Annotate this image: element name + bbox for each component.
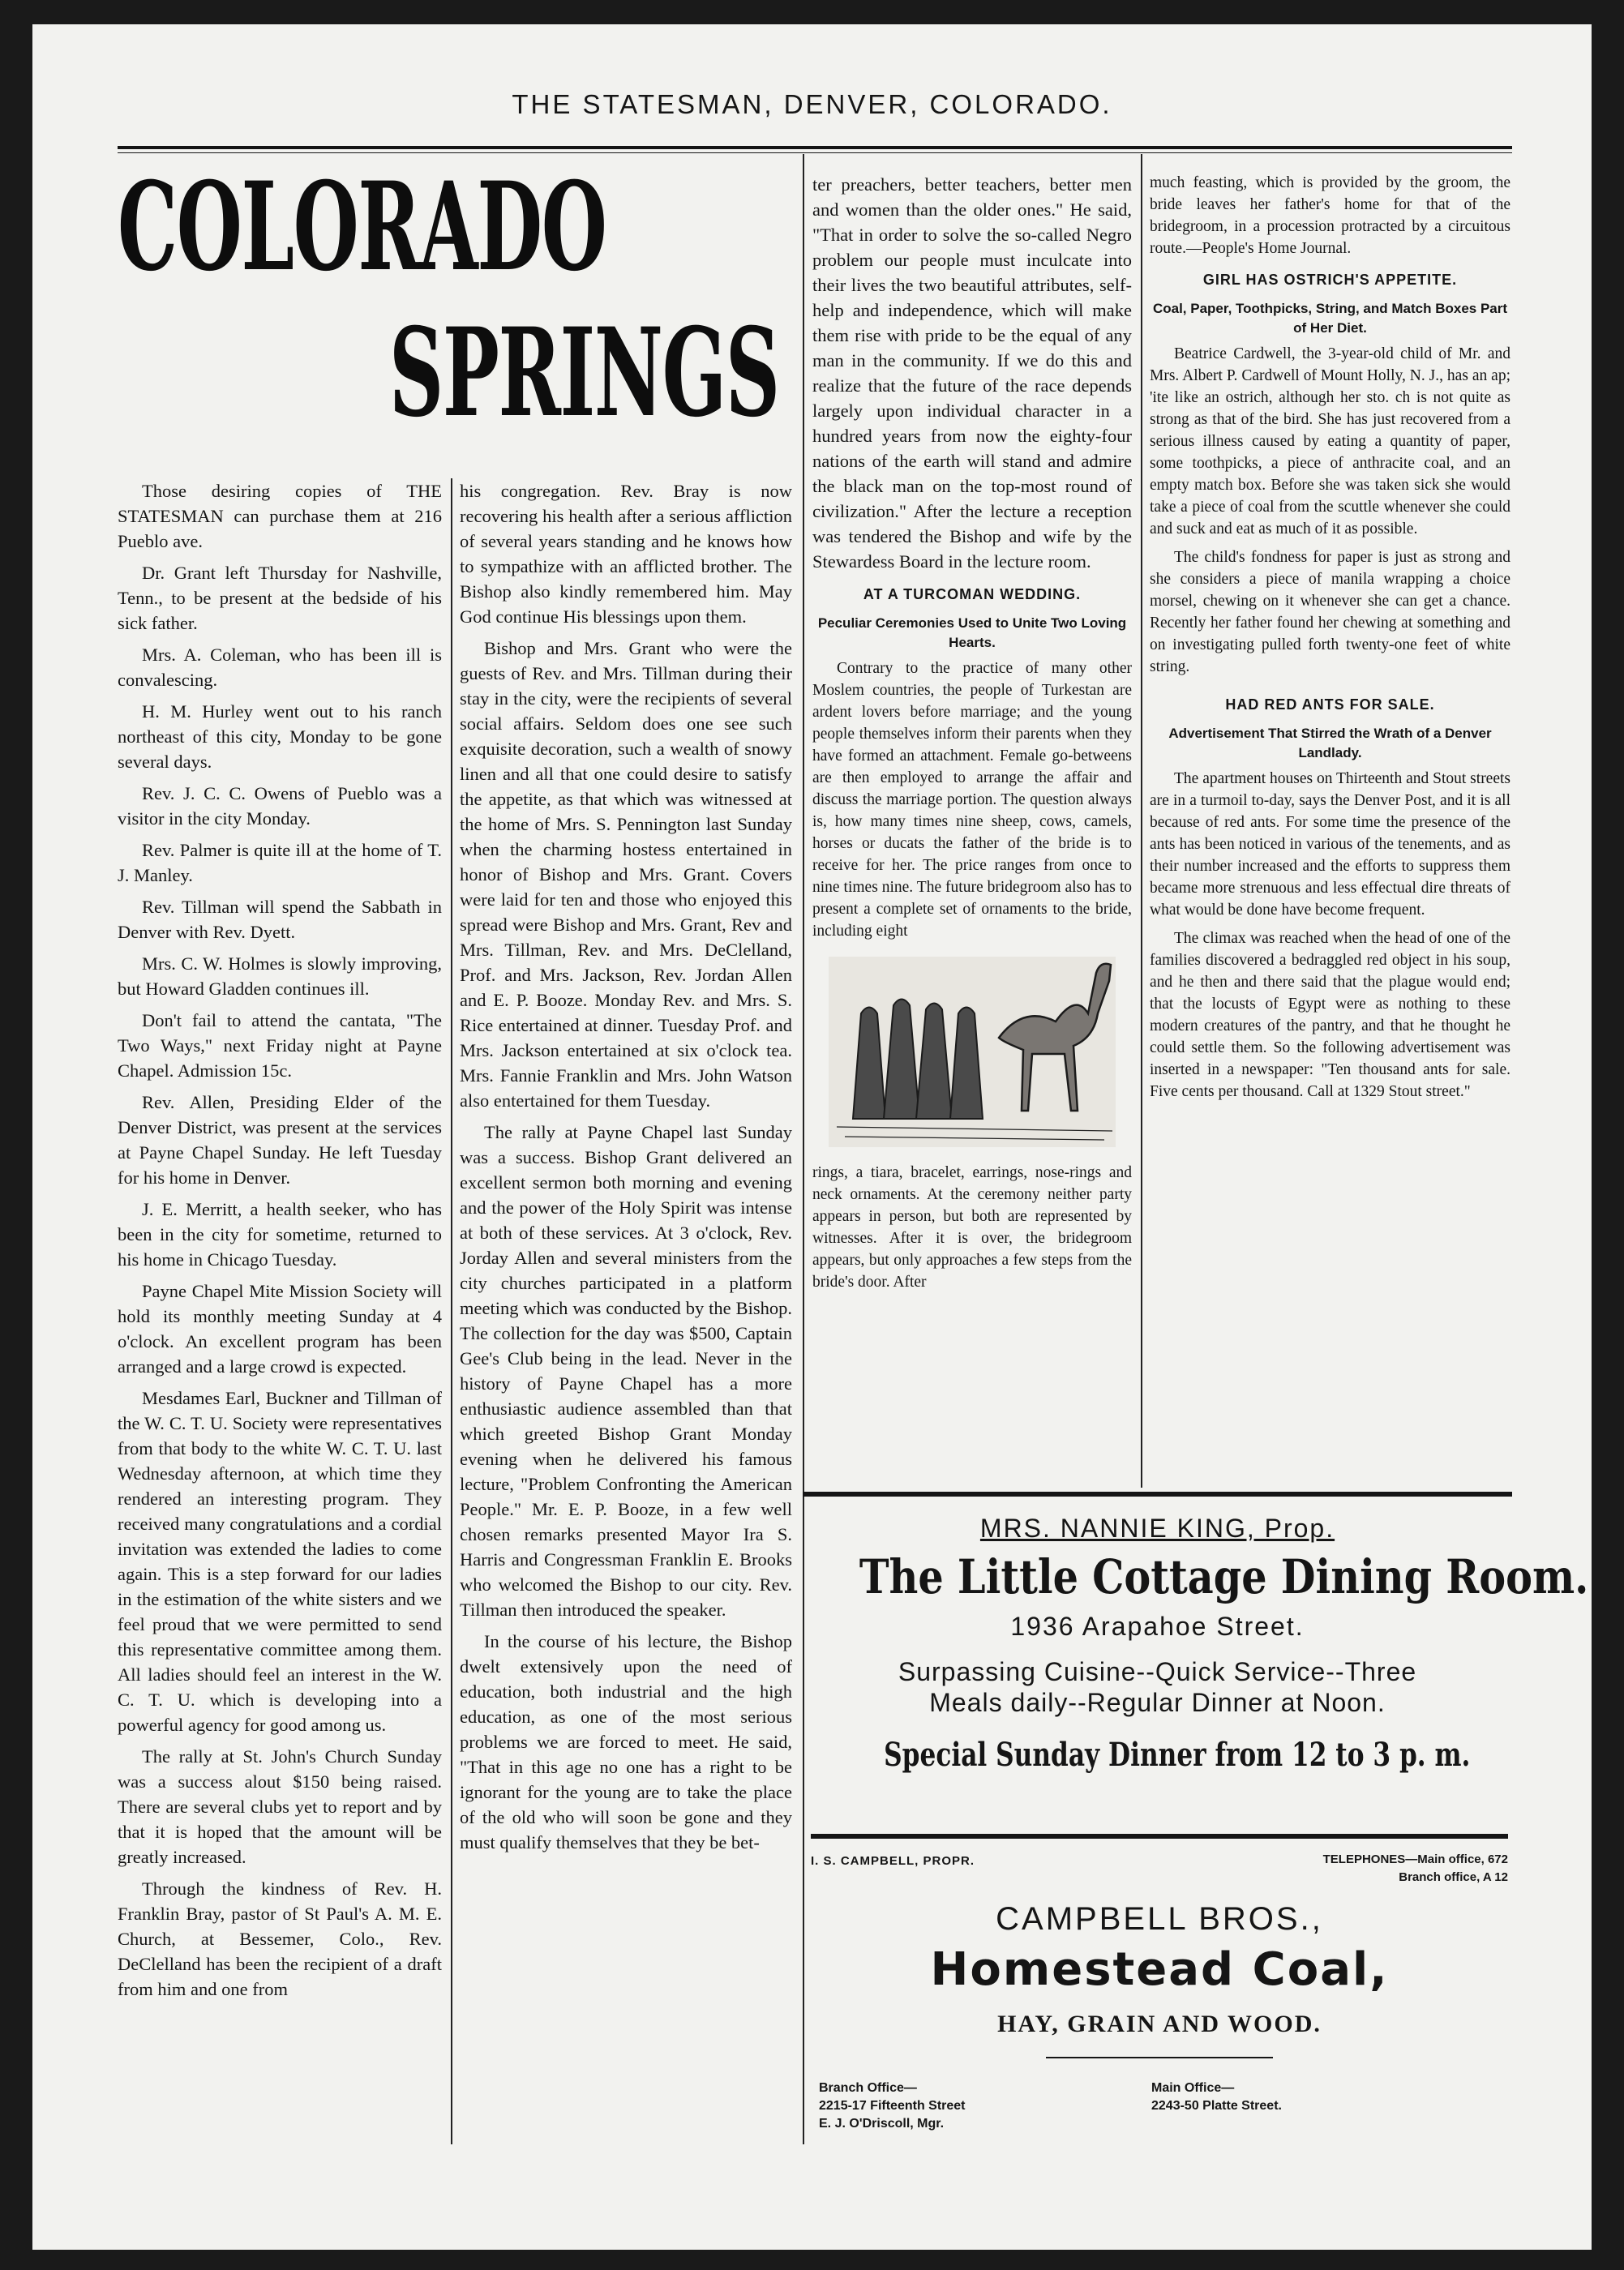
paragraph: Mesdames Earl, Buckner and Tillman of the W. C. T. U. Society were representatives from that body to the white W. C. T. U. last Wednesday afternoon, at which time they rendered an interesting program. They received many congratulations and a cordial invitation was extended the ladies to come again. This is a step forward for our ladies in the estimation of the white sisters and we feel proud that we were permitted to send this representative committee among them. All ladies should feel an interest in the W. C. T. U. which is developing into a powerful agency for good among us. — [118, 1388, 442, 1735]
paragraph: Mrs. C. W. Holmes is slowly improving, but Howard Gladden continues ill. — [118, 953, 442, 999]
ad-tagline-1: Surpassing Cuisine--Quick Service--Three — [898, 1657, 1417, 1686]
paragraph: Dr. Grant left Thursday for Nashville, Tenn., to be present at the bedside of his sick father. — [118, 563, 442, 633]
masthead-rule-thick — [118, 146, 1512, 149]
newspaper-page — [32, 24, 1592, 2250]
paragraph: Contrary to the practice of many other Moslem countries, the people of Turkestan are ardent lovers before marriage; and the young people themselves inform their parents when they have formed an attachment. Female go-betweens are then employed to arrange the affair and discuss the marriage portion. The question always is, how many times nine sheep, cows, camels, horses or ducats the father of the bride is to receive for her. The price ranges from once to nine times nine. The future bridegroom also has to present a complete set of ornaments to the bride, including eight — [812, 660, 1132, 940]
paragraph: J. E. Merritt, a health seeker, who has been in the city for sometime, returned to his home in Chicago Tuesday. — [118, 1199, 442, 1270]
ad-dining-room — [807, 1504, 1589, 1828]
masthead-rule-thin — [118, 152, 1512, 153]
paragraph: Payne Chapel Mite Mission Society will hold its monthly meeting Sunday at 4 o'clock. An excellent program has been arranged and a large crowd is expected. — [118, 1281, 442, 1377]
paragraph: Through the kindness of Rev. H. Franklin Bray, pastor of St Paul's A. M. E. Church, at Bessemer, Colo., Rev. DeClelland has been the recipient of a draft from him and one from — [118, 1878, 442, 1999]
ad-branch-manager: E. J. O'Driscoll, Mgr. — [819, 2117, 945, 2131]
column-4 — [1150, 172, 1510, 1477]
paragraph: In the course of his lecture, the Bishop dwelt extensively upon the need of education, both industrial and the high education, as one of the most serious problems we are forced to meet. He said, "That in this age no one has a right to be ignorant for the young are to take the place of the old who will soon be gone and they must qualify themselves that they be bet- — [460, 1631, 792, 1852]
paragraph: The rally at St. John's Church Sunday was a success alout $150 being raised. There are several clubs yet to report and by that it is hoped that the amount will be greatly increased. — [118, 1746, 442, 1867]
ad-branch-address: 2215-17 Fifteenth Street — [819, 2099, 966, 2113]
ad-extra: HAY, GRAIN AND WOOD. — [997, 2011, 1322, 2037]
paragraph: The apartment houses on Thirteenth and Stout streets are in a turmoil to-day, says the Denver Post, and it is all because of red ants. For some time the presence of the ants has been noticed in various of the tenements, and as their number increased and the efforts to suppress them became more strenuous and less effectual dire threats of what would be done have become frequent. — [1150, 770, 1510, 919]
ad-inner-rule — [1046, 2057, 1273, 2058]
paragraph: The climax was reached when the head of one of the families discovered a bedraggled red object in his soup, and he then and there said that the plague would end; that the locusts of Egypt were as nothing to these modern creatures of the pantry, and that he thought he could settle them. So the following advertisement was inserted in a newspaper: "Ten thousand ants for sale. Five cents per thousand. Call at 1329 Stout street." — [1150, 930, 1510, 1100]
article-head-ostrich: GIRL HAS OSTRICH'S APPETITE. — [1202, 272, 1458, 288]
ad-branch-label: Branch Office— — [819, 2081, 917, 2095]
article-deck-turcoman: Peculiar Ceremonies Used to Unite Two Loving Hearts. — [817, 615, 1127, 650]
paragraph: Rev. Palmer is quite ill at the home of T. J. Manley. — [118, 840, 442, 885]
ad-propr: I. S. CAMPBELL, PROPR. — [811, 1854, 975, 1868]
column-rule-1 — [451, 478, 452, 2144]
column-rule-3 — [1141, 154, 1142, 1488]
paragraph: Rev. J. C. C. Owens of Pueblo was a visitor in the city Monday. — [118, 783, 442, 829]
article-head-ants: HAD RED ANTS FOR SALE. — [1225, 696, 1435, 713]
ad-firm: CAMPBELL BROS., — [996, 1901, 1323, 1937]
ad-address: 1936 Arapahoe Street. — [1010, 1612, 1305, 1641]
ad-main-label: Main Office— — [1151, 2081, 1235, 2095]
paragraph: rings, a tiara, bracelet, earrings, nose-rings and neck ornaments. At the ceremony neither party appears in person, but both are represented by witnesses. After it is over, the bridegroom appears, but only approaches a few steps from the bride's door. After — [812, 1164, 1132, 1291]
ad-phones-2: Branch office, A 12 — [1399, 1870, 1508, 1884]
paragraph: Bishop and Mrs. Grant who were the guests of Rev. and Mrs. Tillman during their stay in the city, were the recipients of several social affairs. Seldom does one see such exquisite decoration, such a wealth of snowy linen and all that one could desire to satisfy the appetite, as that which was witnessed at the home of Mrs. S. Pennington last Sunday when the charming hostess entertained in honor of Bishop and Mrs. Grant. Covers were laid for ten and those who enjoyed this spread were Bishop and Mrs. Grant, Rev and Mrs. Tillman, Rev. and Mrs. DeClelland, Prof. and Mrs. Jackson, Rev. Jordan Allen and E. P. Booze. Monday Rev. and Mrs. S. Rice entertained at dinner. Tuesday Prof. and Mrs. Jackson entertained at six o'clock tea. Mrs. Fannie Franklin and Mrs. John Watson also entertained for them Tuesday. — [460, 638, 792, 1111]
ads-mid-rule — [811, 1834, 1508, 1839]
column-2 — [460, 478, 792, 2148]
paragraph: Mrs. A. Coleman, who has been ill is convalescing. — [118, 645, 442, 690]
paragraph: his congregation. Rev. Bray is now recovering his health after a serious affliction of several years standing and he knows how to sympathize with an afflicted brother. The Bishop also kindly remembered him. May God continue His blessings upon them. — [460, 481, 792, 627]
column-3 — [812, 172, 1132, 1481]
wedding-illustration — [812, 949, 1132, 1155]
headline-springs: SPRINGS — [389, 302, 779, 444]
paragraph: H. M. Hurley went out to his ranch northeast of this city, Monday to be gone several days. — [118, 701, 442, 772]
article-deck-ostrich: Coal, Paper, Toothpicks, String, and Match Boxes Part of Her Diet. — [1152, 301, 1508, 336]
headline-colorado: COLORADO — [118, 156, 606, 298]
ad-business-name: The Little Cottage Dining Room. — [859, 1549, 1589, 1604]
masthead: THE STATESMAN, DENVER, COLORADO. — [512, 89, 1112, 119]
ad-special: Special Sunday Dinner from 12 to 3 p. m. — [884, 1736, 1471, 1774]
column-1 — [118, 478, 442, 2148]
article-deck-ants: Advertisement That Stirred the Wrath of a Denver Landlady. — [1168, 726, 1492, 760]
paragraph: Beatrice Cardwell, the 3-year-old child of Mr. and Mrs. Albert P. Cardwell of Mount Holly, N. J., has an ap; 'ite like an ostrich, although her sto. ch is not quite as strong as that of the bird. She has just recovered from a serious illness caused by eating a quantity of paper, some toothpicks, a piece of anthracite coal, and an empty match box. Before she was taken sick she would take a piece of coal from the scuttle whenever she could and suck and eat as much of it as possible. — [1150, 345, 1510, 538]
paragraph: Rev. Tillman will spend the Sabbath in Denver with Rev. Dyett. — [118, 897, 442, 942]
paragraph: Rev. Allen, Presiding Elder of the Denver District, was present at the services at Payne Chapel Sunday. He left Tuesday for his home in Denver. — [118, 1092, 442, 1188]
ad-product: Homestead Coal, — [930, 1943, 1389, 1996]
paragraph: The child's fondness for paper is just as strong and she considers a piece of manila wrapping a choice morsel, chewing on it whenever she can get a chance. Recently her father found her chewing at something and on investigating pulled forth twenty-one feet of white string. — [1150, 549, 1510, 675]
paragraph: Don't fail to attend the cantata, "The Two Ways," next Friday night at Payne Chapel. Admission 15c. — [118, 1010, 442, 1081]
paragraph: ter preachers, better teachers, better men and women than the older ones." He said, "That in order to solve the so-called Negro problem our people must inculcate into their lives the two beautiful attributes, self-help and independence, which will make them rise with pride to be the equal of any man in the community. If we do this and realize that the future of the race depends largely upon individual character in a hundred years from now the eighty-four nations of the earth will stand and admire the black man on the top-most round of civilization." After the lecture a reception was tendered the Bishop and wife by the Stewardess Board in the lecture room. — [812, 174, 1132, 572]
ad-tagline-2: Meals daily--Regular Dinner at Noon. — [929, 1688, 1386, 1717]
paragraph: much feasting, which is provided by the groom, the bride leaves her father's home for that of the bridegroom, in a procession protracted by a circuitous route.—People's Home Journal. — [1150, 174, 1510, 257]
article-head-turcoman: AT A TURCOMAN WEDDING. — [863, 586, 1082, 602]
ad-main-address: 2243-50 Platte Street. — [1151, 2099, 1282, 2113]
paragraph: The rally at Payne Chapel last Sunday was a success. Bishop Grant delivered an excellent sermon both morning and evening and the power of the Holy Spirit was intense at both of these services. At 3 o'clock, Rev. Jorday Allen and several ministers from the city churches participated in a platform meeting which was conducted by the Bishop. The collection for the day was $500, Captain Gee's Club being in the lead. Never in the history of Payne Chapel has a more enthusiastic audience assembled than that which greeted Bishop Grant Monday evening when he delivered his famous lecture, "Problem Confronting the American People." Mr. E. P. Booze, in a few well chosen remarks presented Mayor Ira S. Harris and Congressman Franklin E. Brooks who welcomed the Bishop to our city. Rev. Tillman then introduced the speaker. — [460, 1122, 792, 1620]
ads-top-rule — [803, 1492, 1512, 1497]
ad-phones-1: TELEPHONES—Main office, 672 — [1322, 1852, 1508, 1866]
ad-proprietor: MRS. NANNIE KING, Prop. — [979, 1514, 1335, 1543]
paragraph: Those desiring copies of THE STATESMAN can purchase them at 216 Pueblo ave. — [118, 481, 442, 551]
column-rule-2 — [803, 154, 804, 2144]
ad-campbell-bros — [811, 1844, 1508, 2144]
